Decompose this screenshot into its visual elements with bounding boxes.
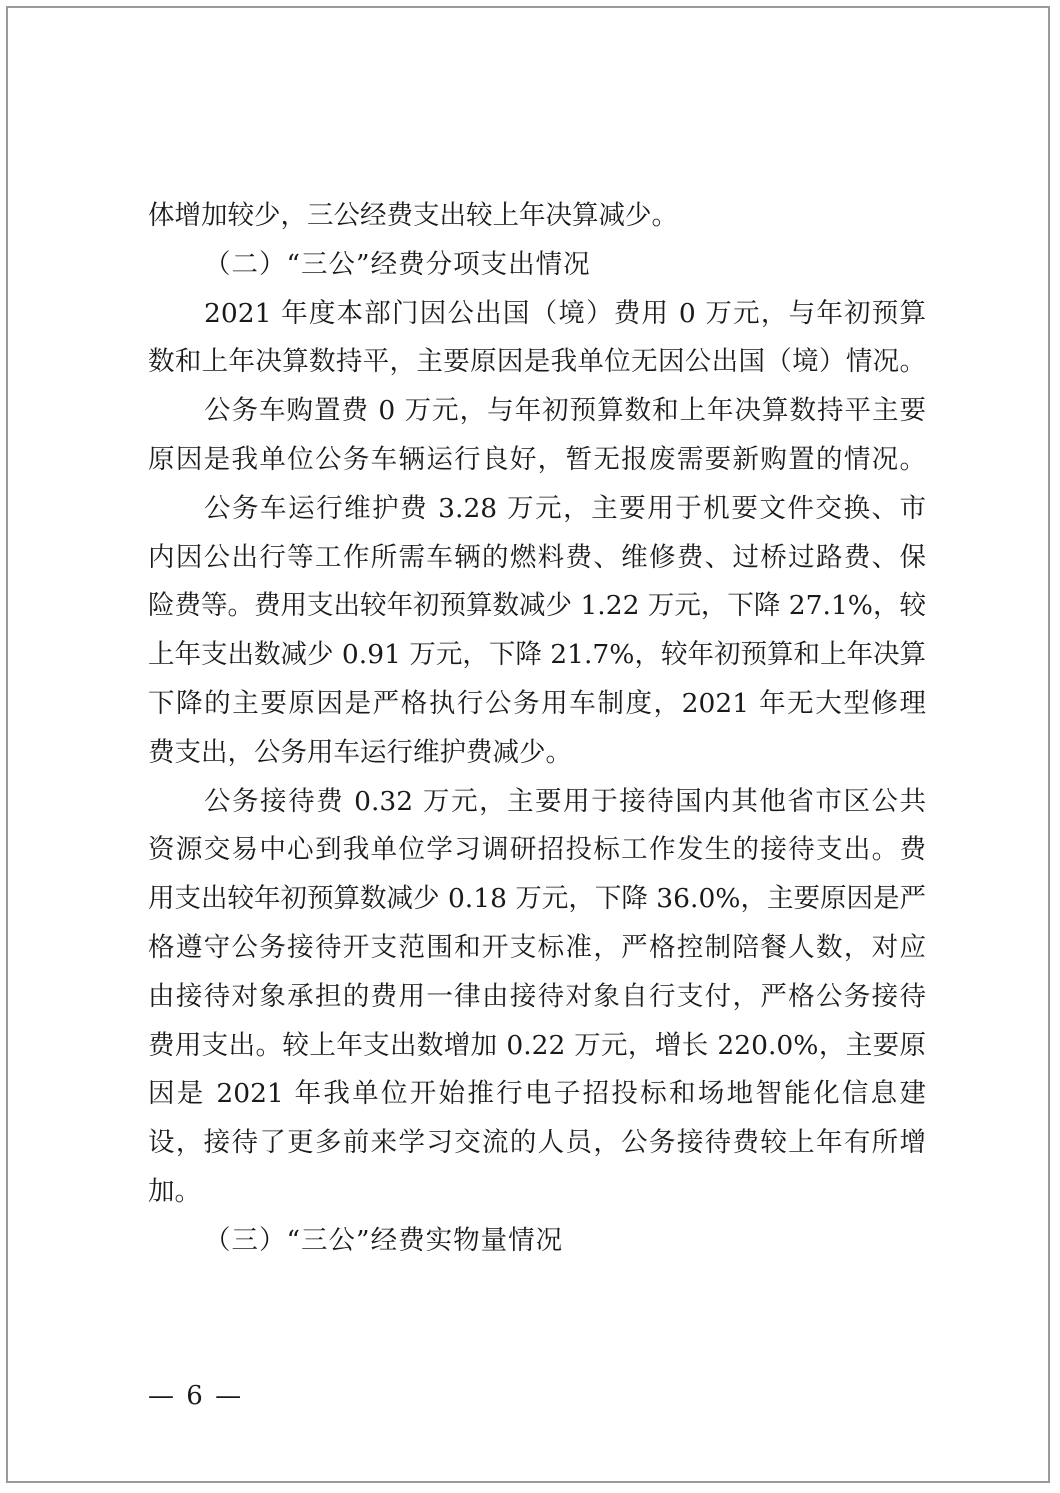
paragraph-line: 险费等。费用支出较年初预算数减少 1.22 万元，下降 27.1%，较 [148,590,926,622]
paragraph-line: 设，接待了更多前来学习交流的人员，公务接待费较上年有所增 [148,1127,926,1159]
section-heading-3: （三）“三公”经费实物量情况 [204,1224,564,1256]
document-body [148,192,926,1266]
paragraph-line: 费支出，公务用车运行维护费减少。 [148,736,572,768]
paragraph-line: 原因是我单位公务车辆运行良好，暂无报废需要新购置的情况。 [148,443,926,475]
paragraph-line: 公务车运行维护费 3.28 万元，主要用于机要文件交换、市 [204,492,926,524]
paragraph-line: 格遵守公务接待开支范围和开支标准，严格控制陪餐人数，对应 [148,931,926,963]
paragraph-line: 由接待对象承担的费用一律由接待对象自行支付，严格公务接待 [148,980,926,1012]
paragraph-line: 2021 年度本部门因公出国（境）费用 0 万元，与年初预算 [204,297,926,329]
paragraph-line: 下降的主要原因是严格执行公务用车制度，2021 年无大型修理 [148,687,926,719]
paragraph-line: 资源交易中心到我单位学习调研招投标工作发生的接待支出。费 [148,834,926,866]
paragraph-line: 数和上年决算数持平，主要原因是我单位无因公出国（境）情况。 [148,346,926,378]
paragraph-line: 公务接待费 0.32 万元，主要用于接待国内其他省市区公共 [204,785,926,817]
section-heading-2: （二）“三公”经费分项支出情况 [204,248,591,280]
paragraph-line: 内因公出行等工作所需车辆的燃料费、维修费、过桥过路费、保 [148,541,926,573]
paragraph-line: 费用支出。较上年支出数增加 0.22 万元，增长 220.0%，主要原 [148,1029,926,1061]
paragraph-line: 用支出较年初预算数减少 0.18 万元，下降 36.0%，主要原因是严 [148,883,926,915]
paragraph-line: 上年支出数减少 0.91 万元，下降 21.7%，较年初预算和上年决算 [148,639,926,671]
paragraph-line: 公务车购置费 0 万元，与年初预算数和上年决算数持平主要 [204,395,926,427]
page-number: — 6 — [148,1381,244,1411]
paragraph-line: 体增加较少，三公经费支出较上年决算减少。 [148,200,678,231]
paragraph-line: 因是 2021 年我单位开始推行电子招投标和场地智能化信息建 [148,1078,926,1110]
paragraph-line: 加。 [148,1175,201,1207]
